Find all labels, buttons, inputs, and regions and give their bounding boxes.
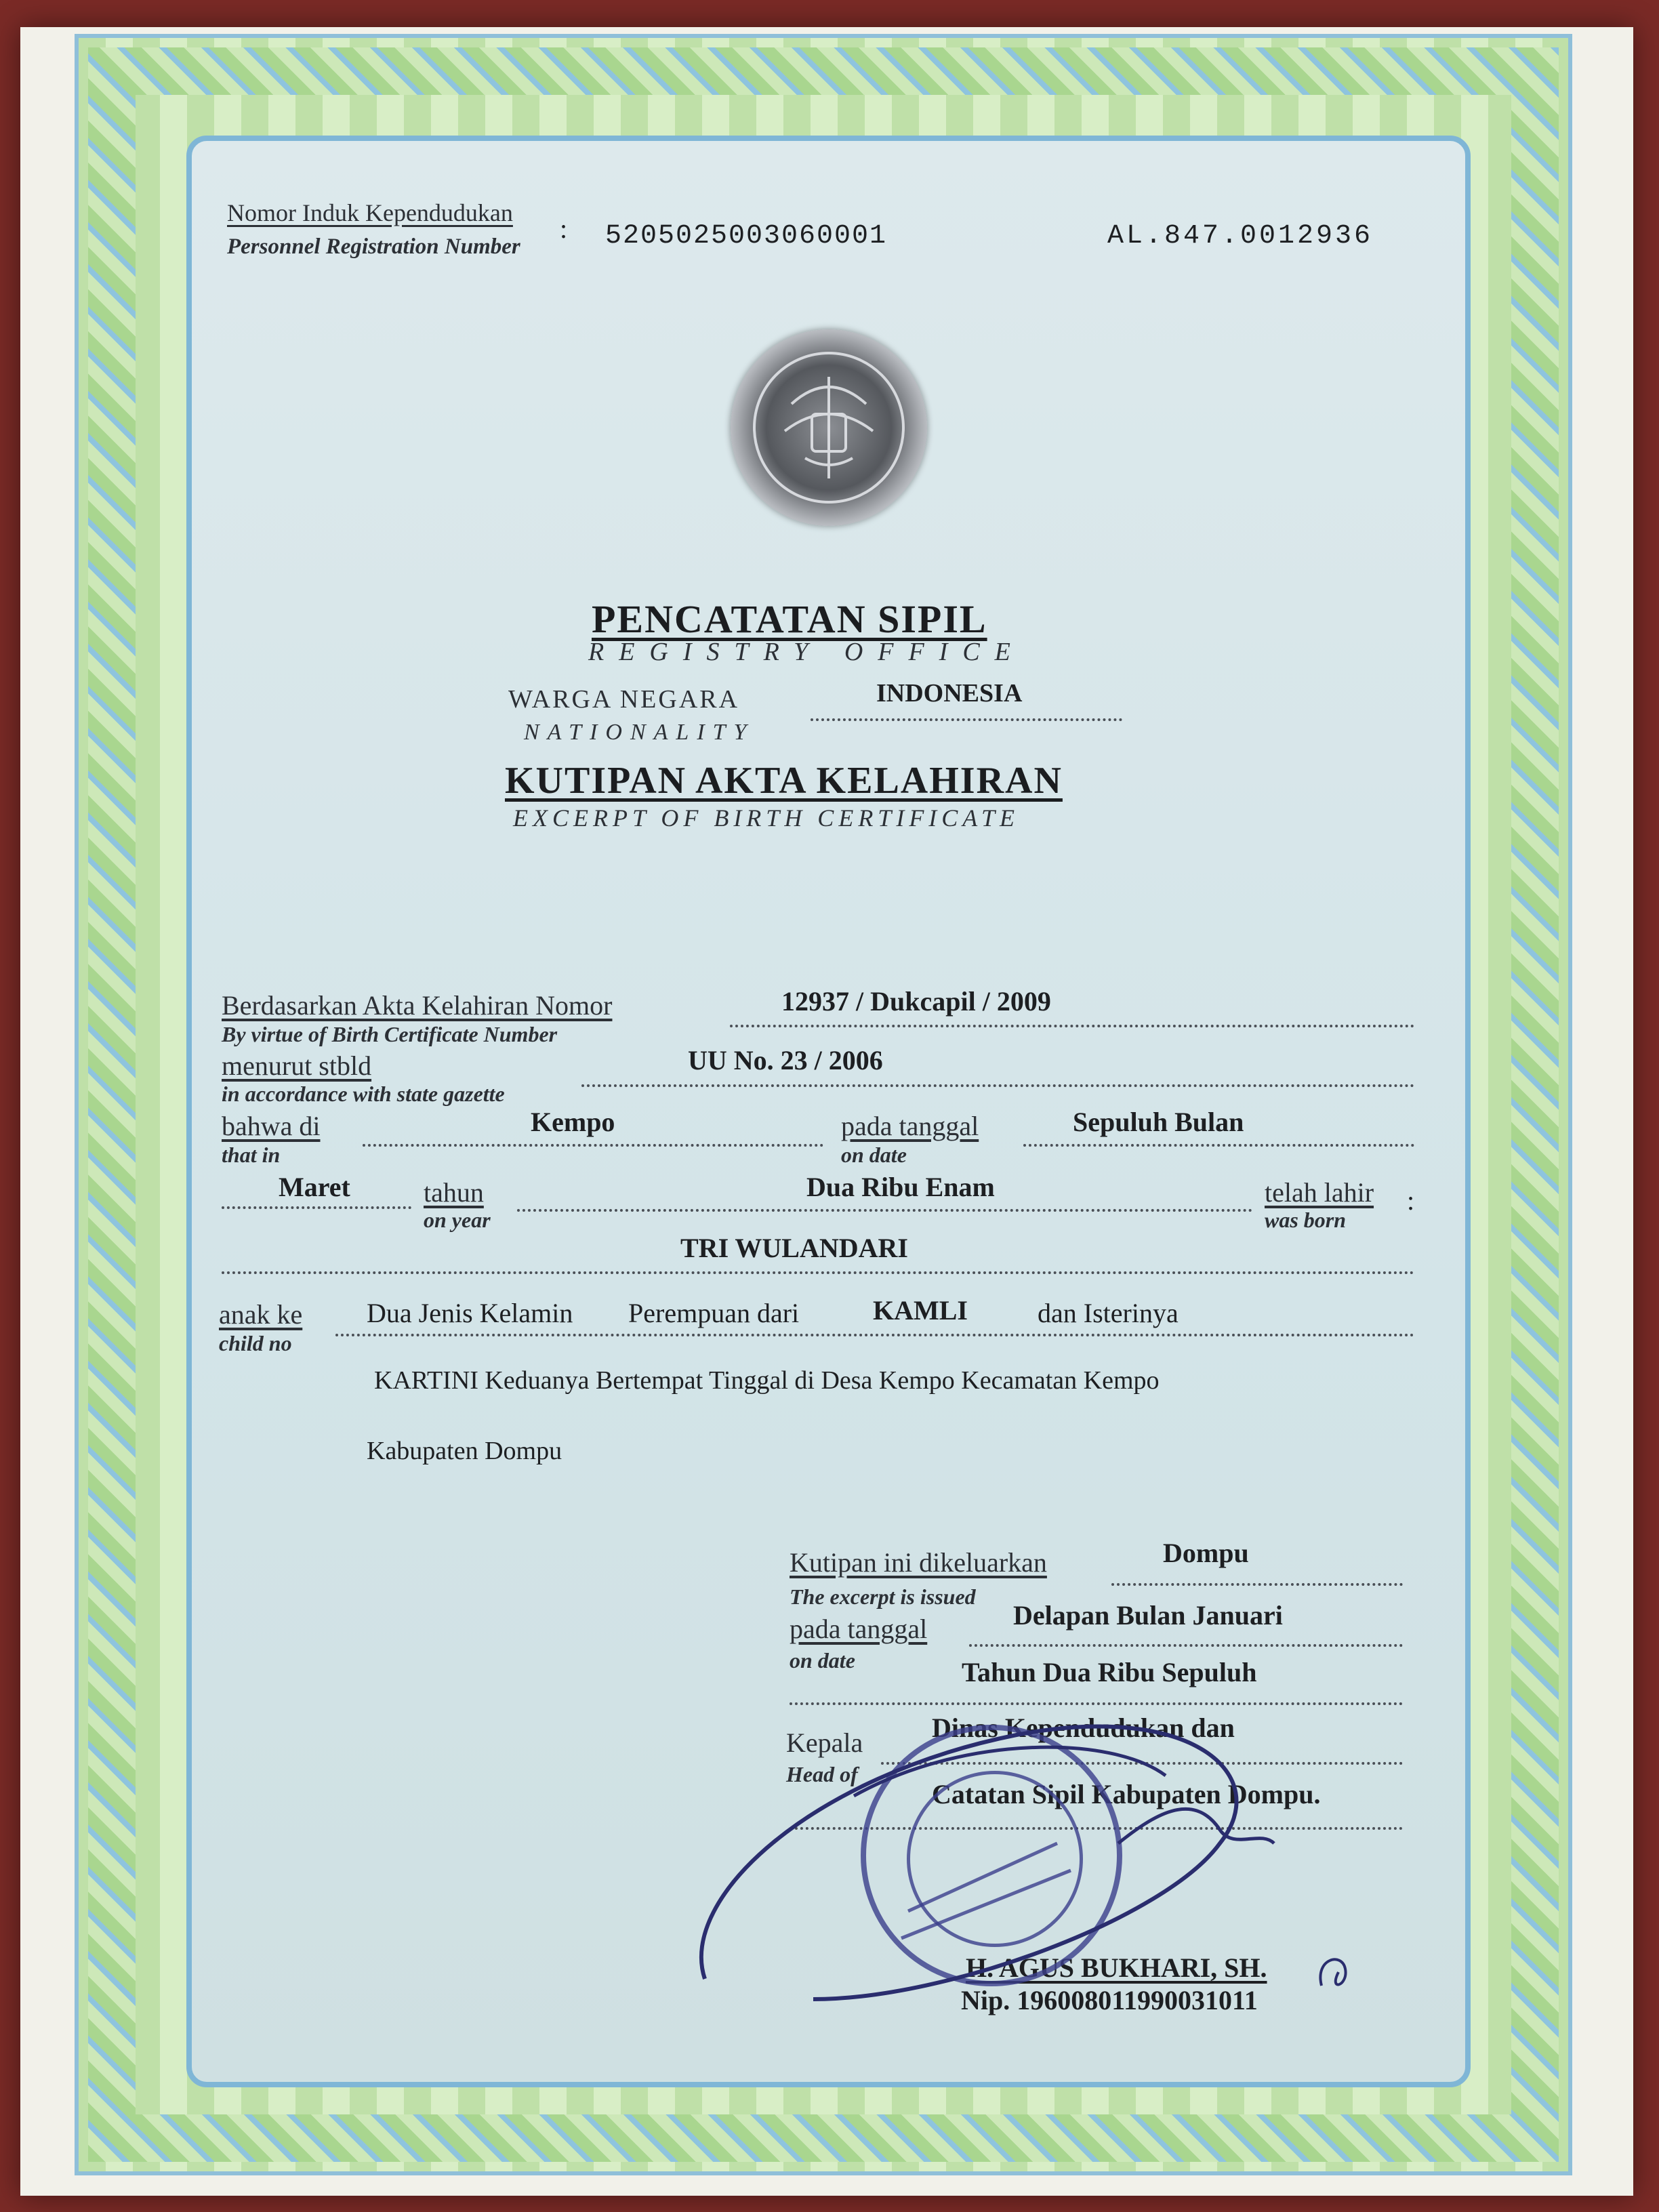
issued-sublabel: The excerpt is issued — [790, 1584, 976, 1609]
cert-number-dots — [730, 1025, 1414, 1027]
born-colon: : — [1407, 1185, 1415, 1216]
date-label: pada tanggal — [841, 1111, 979, 1141]
born-label: telah lahir — [1265, 1177, 1374, 1208]
stbld-dots — [581, 1084, 1414, 1087]
issued-label: Kutipan ini dikeluarkan — [790, 1547, 1047, 1578]
office-title-en: REGISTRY OFFICE — [588, 638, 1025, 666]
place-value: Kempo — [531, 1107, 615, 1137]
stbld-label: menurut stbld — [222, 1050, 372, 1081]
regency-line: Kabupaten Dompu — [367, 1437, 562, 1465]
office-line-1: Dinas Kependudukan dan — [932, 1713, 1235, 1743]
child-no-label: anak ke — [219, 1299, 303, 1330]
place-label: bahwa di — [222, 1111, 321, 1141]
office-title: PENCATATAN SIPIL — [592, 597, 987, 641]
father-name: KAMLI — [873, 1295, 968, 1326]
cert-number-label: Berdasarkan Akta Kelahiran Nomor — [222, 990, 613, 1021]
nik-sublabel: Personnel Registration Number — [227, 234, 520, 259]
nationality-value: INDONESIA — [876, 679, 1023, 708]
place-dots — [363, 1144, 823, 1147]
cert-number-sublabel: By virtue of Birth Certificate Number — [222, 1022, 558, 1046]
serial-number: AL.847.0012936 — [1107, 221, 1374, 251]
date-sublabel: on date — [841, 1143, 907, 1167]
nik-colon: : — [560, 213, 568, 244]
date-dots — [1023, 1144, 1414, 1147]
born-sublabel: was born — [1265, 1208, 1347, 1232]
issued-date-1: Delapan Bulan Januari — [1013, 1600, 1283, 1631]
child-dots — [335, 1334, 1414, 1336]
official-nip: Nip. 196008011990031011 — [961, 1985, 1258, 2015]
year-dots — [517, 1209, 1252, 1212]
garuda-seal-icon — [731, 329, 927, 526]
document-title-en: EXCERPT OF BIRTH CERTIFICATE — [513, 804, 1019, 832]
official-name: H. AGUS BUKHARI, SH. — [966, 1952, 1267, 1983]
issued-date-1-dots — [969, 1644, 1403, 1647]
issued-place-dots — [1111, 1583, 1403, 1586]
office-line-2: Catatan Sipil Kabupaten Dompu. — [932, 1779, 1321, 1809]
head-label: Kepala — [786, 1727, 863, 1758]
head-sublabel: Head of — [786, 1762, 858, 1786]
nationality-dots — [811, 718, 1122, 721]
nik-value: 5205025003060001 — [605, 221, 888, 251]
cert-number-value: 12937 / Dukcapil / 2009 — [781, 986, 1051, 1017]
place-sublabel: that in — [222, 1143, 281, 1167]
child-name: TRI WULANDARI — [680, 1233, 908, 1263]
nationality-en: NATIONALITY — [524, 720, 755, 745]
stamp-inner-ring — [907, 1771, 1083, 1947]
child-line-1: Dua Jenis Kelamin — [367, 1298, 573, 1328]
issued-date-sublabel: on date — [790, 1648, 855, 1673]
official-stamp-icon — [861, 1725, 1122, 1986]
issued-date-label: pada tanggal — [790, 1614, 928, 1644]
name-dots — [222, 1271, 1414, 1274]
parents-line: KARTINI Keduanya Bertempat Tinggal di Desa Kempo Kecamatan Kempo — [374, 1366, 1160, 1395]
month-dots — [222, 1206, 411, 1209]
stbld-sublabel: in accordance with state gazette — [222, 1082, 505, 1106]
document-title: KUTIPAN AKTA KELAHIRAN — [505, 760, 1063, 802]
nik-label: Nomor Induk Kependudukan — [227, 199, 513, 226]
issued-date-2: Tahun Dua Ribu Sepuluh — [962, 1657, 1257, 1687]
child-no-sublabel: child no — [219, 1331, 292, 1355]
year-sublabel: on year — [424, 1208, 491, 1232]
stbld-value: UU No. 23 / 2006 — [688, 1045, 883, 1076]
issued-date-2-dots — [790, 1702, 1403, 1705]
child-line-3: dan Isterinya — [1038, 1298, 1179, 1328]
year-label: tahun — [424, 1177, 484, 1208]
year-value: Dua Ribu Enam — [806, 1172, 995, 1202]
date-value: Sepuluh Bulan — [1073, 1107, 1244, 1137]
nationality-label: WARGA NEGARA — [508, 685, 740, 714]
month-value: Maret — [279, 1172, 350, 1202]
child-line-2: Perempuan dari — [628, 1298, 800, 1328]
issued-place: Dompu — [1163, 1538, 1249, 1568]
